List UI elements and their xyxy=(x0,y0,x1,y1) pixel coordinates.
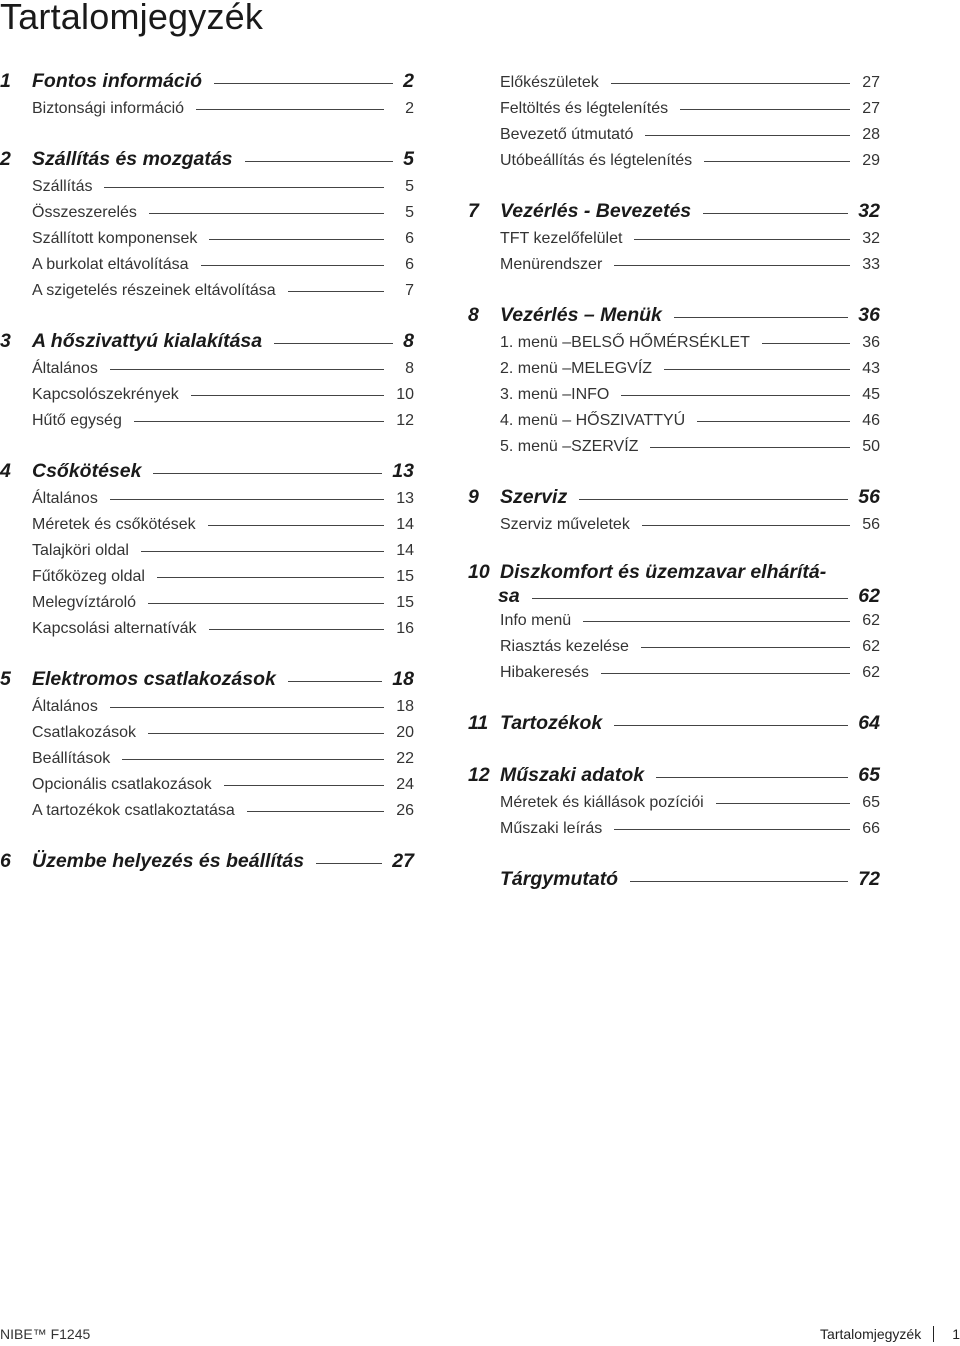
toc-entry[interactable] xyxy=(500,96,880,122)
entry-title: A szigetelés részeinek eltávolítása xyxy=(32,282,276,299)
entry-page-number: 27 xyxy=(862,74,880,91)
chapter-number: 5 xyxy=(0,668,11,690)
dot-leader xyxy=(579,499,848,500)
chapter-title: Elektromos csatlakozások xyxy=(32,668,276,690)
entry-title: Előkészületek xyxy=(500,74,599,91)
dot-leader xyxy=(110,707,384,708)
entry-page-number: 50 xyxy=(862,438,880,455)
entry-title: Általános xyxy=(32,698,98,715)
entry-title: Méretek és csőkötések xyxy=(32,516,196,533)
entry-page-number: 33 xyxy=(862,256,880,273)
entry-page-number: 2 xyxy=(405,100,414,117)
dot-leader xyxy=(110,499,384,500)
toc-entry[interactable] xyxy=(32,564,414,590)
entry-title: Műszaki leírás xyxy=(500,820,603,837)
chapter-page-number: 72 xyxy=(858,868,880,890)
dot-leader xyxy=(645,135,850,136)
toc-entry[interactable] xyxy=(32,226,414,252)
dot-leader xyxy=(601,673,850,674)
entry-page-number: 7 xyxy=(405,282,414,299)
dot-leader xyxy=(288,291,384,292)
dot-leader xyxy=(110,369,384,370)
dot-leader xyxy=(664,369,850,370)
entry-title: Utóbeállítás és légtelenítés xyxy=(500,152,693,169)
chapter-number: 10 xyxy=(468,561,490,583)
entry-title: TFT kezelőfelület xyxy=(500,230,623,247)
entry-page-number: 66 xyxy=(862,820,880,837)
entry-page-number: 28 xyxy=(862,126,880,143)
footer-divider xyxy=(933,1326,934,1342)
entry-title: Összeszerelés xyxy=(32,204,137,221)
chapter-gap xyxy=(0,434,414,456)
chapter-gap xyxy=(468,686,880,708)
chapter-number: 7 xyxy=(468,200,479,222)
entry-title: Talajköri oldal xyxy=(32,542,129,559)
dot-leader xyxy=(196,109,384,110)
entry-page-number: 15 xyxy=(396,568,414,585)
entry-title: Bevezető útmutató xyxy=(500,126,634,143)
entry-page-number: 24 xyxy=(396,776,414,793)
toc-entry[interactable] xyxy=(500,816,880,842)
entry-page-number: 16 xyxy=(396,620,414,637)
chapter-gap xyxy=(468,738,880,760)
toc-right-column xyxy=(468,66,880,894)
toc-entry[interactable] xyxy=(32,590,414,616)
toc-entry[interactable] xyxy=(500,252,880,278)
dot-leader xyxy=(703,213,848,214)
chapter-gap xyxy=(468,174,880,196)
toc-chapter[interactable] xyxy=(0,664,414,694)
entry-title: Feltöltés és légtelenítés xyxy=(500,100,669,117)
chapter-title: Tárgymutató xyxy=(500,868,619,890)
toc-entry[interactable] xyxy=(32,746,414,772)
toc-entry[interactable] xyxy=(500,408,880,434)
chapter-title: Fontos információ xyxy=(32,70,203,92)
toc-chapter[interactable] xyxy=(468,760,880,790)
dot-leader xyxy=(674,317,848,318)
dot-leader xyxy=(611,83,850,84)
chapter-number: 1 xyxy=(0,70,11,92)
chapter-title: Diszkomfort és üzemzavar elhárítá- xyxy=(500,561,827,583)
entry-title: 2. menü –MELEGVÍZ xyxy=(500,360,653,377)
footer-section: Tartalomjegyzék xyxy=(820,1326,922,1342)
toc-entry[interactable] xyxy=(500,608,880,634)
dot-leader xyxy=(641,647,850,648)
toc-entry[interactable] xyxy=(32,538,414,564)
toc-chapter[interactable] xyxy=(0,326,414,356)
dot-leader xyxy=(716,803,850,804)
continued-entries xyxy=(468,70,880,174)
entry-title: Méretek és kiállások pozíciói xyxy=(500,794,704,811)
toc-chapter[interactable] xyxy=(468,196,880,226)
entry-page-number: 14 xyxy=(396,516,414,533)
chapter-title: Szerviz xyxy=(500,486,568,508)
entry-title: A burkolat eltávolítása xyxy=(32,256,189,273)
dot-leader xyxy=(157,577,384,578)
entry-page-number: 5 xyxy=(405,204,414,221)
chapter-number: 2 xyxy=(0,148,11,170)
dot-leader xyxy=(122,759,384,760)
entry-title: Általános xyxy=(32,490,98,507)
entry-page-number: 14 xyxy=(396,542,414,559)
dot-leader xyxy=(762,343,850,344)
dot-leader xyxy=(214,83,393,84)
dot-leader xyxy=(209,629,384,630)
entry-page-number: 26 xyxy=(396,802,414,819)
chapter-page-number: 62 xyxy=(858,585,880,607)
toc-entry[interactable] xyxy=(500,512,880,538)
toc-entry[interactable] xyxy=(32,798,414,824)
entry-title: Szállított komponensek xyxy=(32,230,198,247)
chapter-page-number: 5 xyxy=(403,148,414,170)
toc-entry[interactable] xyxy=(32,278,414,304)
chapter-gap xyxy=(468,842,880,864)
chapter-gap xyxy=(0,122,414,144)
dot-leader xyxy=(104,187,384,188)
entry-page-number: 6 xyxy=(405,256,414,273)
toc-entry[interactable] xyxy=(32,512,414,538)
entry-page-number: 15 xyxy=(396,594,414,611)
page-title: Tartalomjegyzék xyxy=(0,0,264,37)
dot-leader xyxy=(153,473,382,474)
dot-leader xyxy=(680,109,850,110)
entry-page-number: 20 xyxy=(396,724,414,741)
dot-leader xyxy=(614,725,848,726)
entry-page-number: 65 xyxy=(862,794,880,811)
toc-entry[interactable] xyxy=(500,790,880,816)
entry-title: A tartozékok csatlakoztatása xyxy=(32,802,235,819)
entry-page-number: 62 xyxy=(862,638,880,655)
chapter-title: Vezérlés - Bevezetés xyxy=(500,200,692,222)
dot-leader xyxy=(208,525,384,526)
entry-page-number: 10 xyxy=(396,386,414,403)
entry-title: Hibakeresés xyxy=(500,664,589,681)
dot-leader xyxy=(209,239,384,240)
dot-leader xyxy=(614,265,850,266)
chapter-title-line2: sa xyxy=(498,585,520,607)
dot-leader xyxy=(650,447,850,448)
entry-page-number: 32 xyxy=(862,230,880,247)
entry-page-number: 56 xyxy=(862,516,880,533)
chapter-title: A hőszivattyú kialakítása xyxy=(32,330,263,352)
chapter-title: Tartozékok xyxy=(500,712,603,734)
dot-leader xyxy=(141,551,384,552)
chapter-page-number: 56 xyxy=(858,486,880,508)
entry-title: 1. menü –BELSŐ HŐMÉRSÉKLET xyxy=(500,334,750,351)
chapter-title: Csőkötések xyxy=(32,460,142,482)
toc-entry[interactable] xyxy=(500,226,880,252)
dot-leader xyxy=(245,161,394,162)
toc-entry[interactable] xyxy=(500,148,880,174)
entry-title: Melegvíztároló xyxy=(32,594,137,611)
dot-leader xyxy=(642,525,850,526)
dot-leader xyxy=(704,161,850,162)
toc-entry[interactable] xyxy=(500,70,880,96)
toc-entry[interactable] xyxy=(32,200,414,226)
chapter-title: Szállítás és mozgatás xyxy=(32,148,233,170)
chapter-title: Vezérlés – Menük xyxy=(500,304,662,326)
chapter-page-number: 2 xyxy=(403,70,414,92)
chapter-gap xyxy=(0,642,414,664)
toc-chapter[interactable] xyxy=(468,560,880,608)
entry-title: Kapcsolószekrények xyxy=(32,386,179,403)
dot-leader xyxy=(134,421,384,422)
toc-entry[interactable] xyxy=(32,486,414,512)
footer-page-number: 1 xyxy=(952,1326,960,1342)
entry-title: Szállítás xyxy=(32,178,93,195)
chapter-gap xyxy=(468,460,880,482)
chapter-page-number: 32 xyxy=(858,200,880,222)
toc-chapter[interactable] xyxy=(0,846,414,876)
entry-title: Opcionális csatlakozások xyxy=(32,776,212,793)
entry-page-number: 46 xyxy=(862,412,880,429)
toc-chapter[interactable] xyxy=(0,66,414,96)
chapter-gap xyxy=(0,304,414,326)
dot-leader xyxy=(201,265,384,266)
entry-title: Csatlakozások xyxy=(32,724,137,741)
dot-leader xyxy=(614,829,850,830)
toc-entry[interactable] xyxy=(500,434,880,460)
chapter-number: 3 xyxy=(0,330,11,352)
entry-title: Beállítások xyxy=(32,750,111,767)
toc-entry[interactable] xyxy=(32,720,414,746)
dot-leader xyxy=(532,598,849,599)
toc-entry[interactable] xyxy=(32,356,414,382)
page-footer xyxy=(0,1326,960,1346)
entry-page-number: 13 xyxy=(396,490,414,507)
dot-leader xyxy=(148,733,384,734)
entry-title: Kapcsolási alternatívák xyxy=(32,620,197,637)
entry-title: Info menü xyxy=(500,612,572,629)
dot-leader xyxy=(621,395,850,396)
toc-chapter[interactable] xyxy=(0,144,414,174)
chapter-number: 8 xyxy=(468,304,479,326)
dot-leader xyxy=(697,421,850,422)
toc-entry[interactable] xyxy=(500,382,880,408)
entry-title: Biztonsági információ xyxy=(32,100,185,117)
toc-entry[interactable] xyxy=(32,174,414,200)
chapter-number: 6 xyxy=(0,850,11,872)
dot-leader xyxy=(316,863,382,864)
chapter-number: 12 xyxy=(468,764,490,786)
entry-page-number: 29 xyxy=(862,152,880,169)
toc-entry[interactable] xyxy=(32,252,414,278)
entry-page-number: 43 xyxy=(862,360,880,377)
chapter-gap xyxy=(0,824,414,846)
entry-page-number: 5 xyxy=(405,178,414,195)
entry-title: Hűtő egység xyxy=(32,412,122,429)
toc-entry[interactable] xyxy=(500,356,880,382)
entry-page-number: 6 xyxy=(405,230,414,247)
entry-page-number: 8 xyxy=(405,360,414,377)
entry-page-number: 62 xyxy=(862,664,880,681)
toc-entry[interactable] xyxy=(32,382,414,408)
entry-title: Menürendszer xyxy=(500,256,603,273)
toc-entry[interactable] xyxy=(32,772,414,798)
toc-entry[interactable] xyxy=(32,616,414,642)
dot-leader xyxy=(224,785,384,786)
entry-title: Szerviz műveletek xyxy=(500,516,630,533)
toc-entry[interactable] xyxy=(500,330,880,356)
entry-page-number: 12 xyxy=(396,412,414,429)
toc-entry[interactable] xyxy=(32,96,414,122)
toc-chapter[interactable] xyxy=(468,708,880,738)
footer-right xyxy=(820,1326,960,1342)
toc-entry[interactable] xyxy=(32,408,414,434)
dot-leader xyxy=(288,681,382,682)
dot-leader xyxy=(583,621,850,622)
chapter-page-number: 8 xyxy=(403,330,414,352)
dot-leader xyxy=(274,343,393,344)
entry-page-number: 45 xyxy=(862,386,880,403)
entry-title: Riasztás kezelése xyxy=(500,638,629,655)
chapter-page-number: 27 xyxy=(392,850,414,872)
chapter-gap xyxy=(468,538,880,560)
dot-leader xyxy=(247,811,384,812)
toc-entry[interactable] xyxy=(32,694,414,720)
chapter-page-number: 65 xyxy=(858,764,880,786)
toc-left-column xyxy=(0,66,414,876)
chapter-title: Műszaki adatok xyxy=(500,764,645,786)
dot-leader xyxy=(149,213,384,214)
dot-leader xyxy=(634,239,850,240)
entry-title: 4. menü – HŐSZIVATTYÚ xyxy=(500,412,686,429)
dot-leader xyxy=(656,777,848,778)
entry-title: 3. menü –INFO xyxy=(500,386,610,403)
dot-leader xyxy=(191,395,384,396)
footer-brand: NIBE™ F1245 xyxy=(0,1326,91,1342)
entry-title: Általános xyxy=(32,360,98,377)
toc-entry[interactable] xyxy=(500,660,880,686)
toc-entry[interactable] xyxy=(500,122,880,148)
chapter-number: 9 xyxy=(468,486,479,508)
chapter-page-number: 64 xyxy=(858,712,880,734)
entry-page-number: 36 xyxy=(862,334,880,351)
dot-leader xyxy=(630,881,848,882)
toc-chapter[interactable] xyxy=(468,482,880,512)
toc-chapter[interactable] xyxy=(468,864,880,894)
chapter-number: 11 xyxy=(468,712,489,734)
chapter-page-number: 36 xyxy=(858,304,880,326)
entry-page-number: 27 xyxy=(862,100,880,117)
chapter-title-continuation xyxy=(498,584,880,608)
chapter-page-number: 13 xyxy=(392,460,414,482)
entry-page-number: 62 xyxy=(862,612,880,629)
entry-page-number: 22 xyxy=(396,750,414,767)
entry-title: 5. menü –SZERVÍZ xyxy=(500,438,639,455)
entry-page-number: 18 xyxy=(396,698,414,715)
chapter-title: Üzembe helyezés és beállítás xyxy=(32,850,305,872)
entry-title: Fűtőközeg oldal xyxy=(32,568,145,585)
chapter-gap xyxy=(468,278,880,300)
toc-entry[interactable] xyxy=(500,634,880,660)
toc-chapter[interactable] xyxy=(468,300,880,330)
dot-leader xyxy=(148,603,384,604)
chapter-number: 4 xyxy=(0,460,11,482)
toc-chapter[interactable] xyxy=(0,456,414,486)
chapter-page-number: 18 xyxy=(392,668,414,690)
